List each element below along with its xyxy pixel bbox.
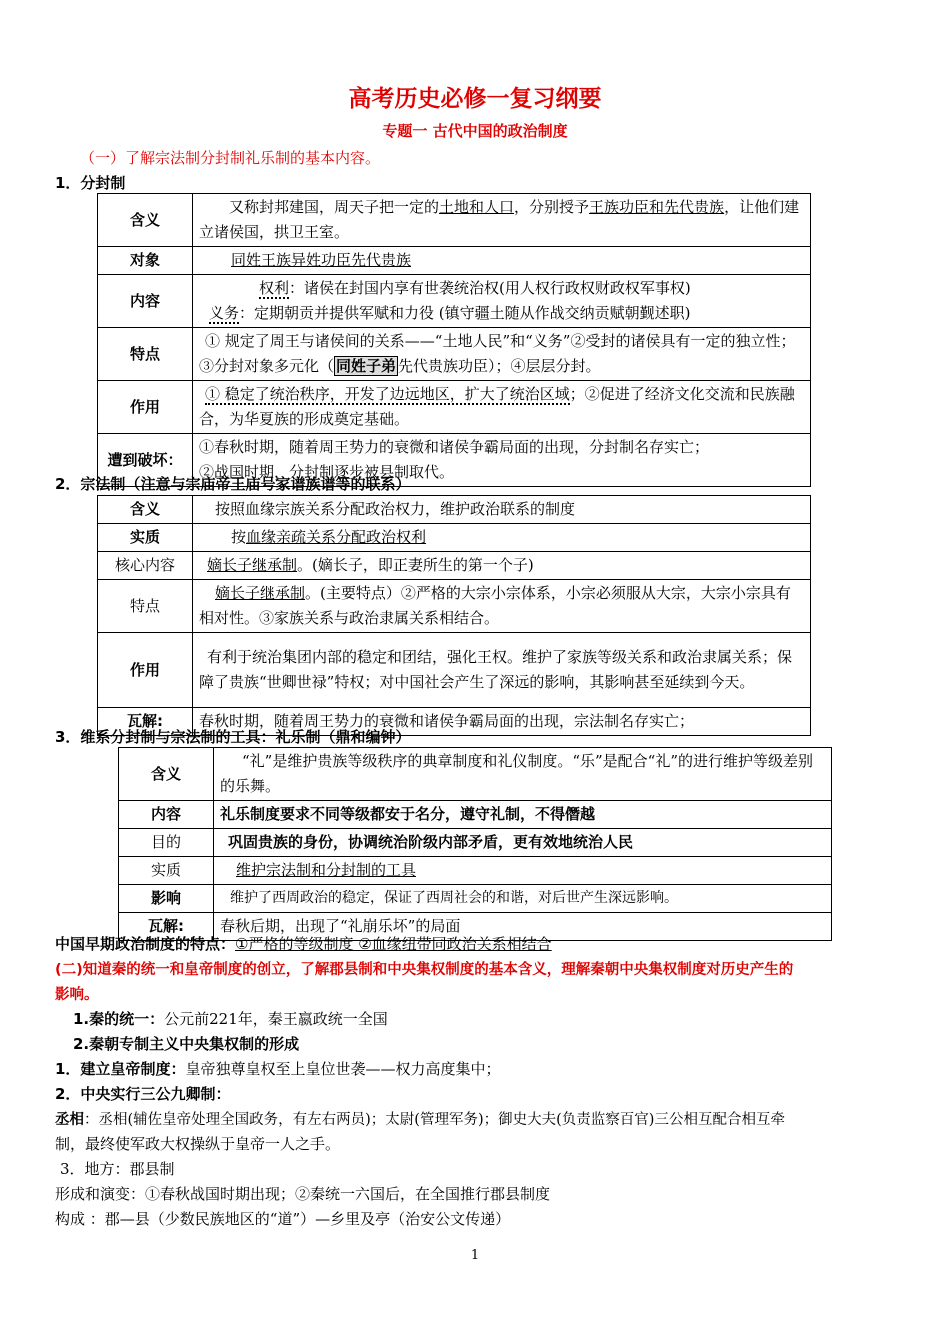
part2-heading-line1: (二)知道秦的统一和皇帝制度的创立，了解郡县制和中央集权制度的基本含义，理解秦朝中央集权制度对历史产生的 (55, 962, 794, 978)
text: ①春秋时期，随着周王势力的衰微和诸侯争霸局面的出现，分封制名存实亡； (199, 438, 710, 456)
text: 按 (231, 528, 247, 546)
text: 。(嫡长子，即正妻所生的第一个子) (297, 556, 534, 574)
row-label: 瓦解: (98, 708, 193, 736)
qin-central-heading: 2.秦朝专制主义中央集权制的形成 (73, 1035, 300, 1053)
row-label: 含义 (98, 496, 193, 524)
liyue-table (118, 747, 832, 941)
row-content: 按照血缘宗族关系分配政治权力，维护政治联系的制度 (193, 496, 811, 524)
row-content: 有利于统治集团内部的稳定和团结，强化王权。维护了家族等级关系和政治隶属关系；保障了贵族“世卿世禄”特权；对中国社会产生了深远的影响，其影响甚至延续到今天。 (193, 633, 811, 708)
row-content (214, 857, 832, 885)
underlined-text: 土地和人口 (439, 198, 515, 216)
row-label: 含义 (98, 194, 193, 247)
part1-heading: （一）了解宗法制分封制礼乐制的基本内容。 (80, 149, 381, 167)
three-ministers-heading: 2．中央实行三公九卿制： (55, 1085, 231, 1103)
row-label: 内容 (98, 275, 193, 328)
row-content (193, 381, 811, 434)
composition-line: 构成 ：郡—县（少数民族地区的“道”）—乡里及亭（治安公文传递） (55, 1210, 511, 1228)
dotted-text: ① 稳定了统治秩序，开发了边远地区，扩大了统治区域 (205, 385, 570, 403)
row-content (193, 247, 811, 275)
section2-heading: 2．宗法制（注意与宗庙帝王庙号家谱族谱等的联系） (55, 475, 411, 493)
row-label: 目的 (119, 829, 214, 857)
fengjian-table (97, 193, 811, 487)
underlined-text: 嫡长子继承制 (215, 584, 306, 602)
features-label: 中国早期政治制度的特点： (55, 935, 236, 953)
row-label: 对象 (98, 247, 193, 275)
rights-key: 权利 (259, 279, 290, 297)
row-content: “礼”是维护贵族等级秩序的典章制度和礼仪制度。“乐”是配合“礼”的进行维护等级差别的乐舞。 (214, 748, 832, 801)
row-content: 春秋后期，出现了“礼崩乐坏”的局面 (214, 913, 832, 941)
row-label: 遭到破坏： (98, 434, 193, 487)
row-content (193, 552, 811, 580)
chengxiang-line1 (55, 1108, 785, 1129)
row-label: 特点 (98, 580, 193, 633)
page-title: 高考历史必修一复习纲要 (348, 86, 602, 112)
chengxiang-text: ：丞相(辅佐皇帝处理全国政务，有左右两员)；太尉(管理军务)；御史大夫(负责监察百官)三公相互配合相互牵 (84, 1112, 785, 1128)
text: ，让他们建立诸侯国，拱卫王室。 (199, 198, 800, 241)
text: 先代贵族功臣）；④层层分封。 (398, 357, 601, 375)
underlined-text: 嫡长子继承制 (207, 556, 298, 574)
text: ：诸侯在封国内享有世袭统治权(用人权行政权财政权军事权) (289, 279, 691, 297)
chengxiang-label: 丞相 (55, 1112, 84, 1128)
qin-unify-line (73, 1008, 388, 1029)
text: 又称封邦建国，周天子把一定的 (229, 198, 440, 216)
row-label: 瓦解: (119, 913, 214, 941)
row-content (193, 524, 811, 552)
row-content (193, 580, 811, 633)
row-content (193, 275, 811, 328)
emperor-label: 1．建立皇帝制度： (55, 1060, 186, 1078)
row-content: 巩固贵族的身份，协调统治阶级内部矛盾，更有效地统治人民 (214, 829, 832, 857)
text: ① 规定了周王与诸侯间的关系——“土地人民”和“义务”②受封的诸侯具有一定的独立性；③分封对象多元化（ (199, 332, 796, 375)
qin-unify-text: 公元前221年，秦王嬴政统一全国 (164, 1010, 388, 1028)
underlined-text: 王族功臣和先代贵族 (589, 198, 725, 216)
emperor-text: 皇帝独尊皇权至上皇位世袭——权力高度集中； (185, 1060, 501, 1078)
row-label: 含义 (119, 748, 214, 801)
qin-unify-label: 1.秦的统一： (73, 1010, 165, 1028)
underlined-text: 维护宗法制和分封制的工具 (236, 861, 417, 879)
text: ；②促进了经济文化交流和民族融合，为华夏族的形成奠定基础。 (199, 385, 795, 428)
row-label: 内容 (119, 801, 214, 829)
row-content: 春秋时期，随着周王势力的衰微和诸侯争霸局面的出现，宗法制名存实亡； (193, 708, 811, 736)
part2-heading-line2: 影响。 (55, 987, 99, 1003)
text: 。(主要特点）②严格的大宗小宗体系，小宗必须服从大宗，大宗小宗具有相对性。③家族关系与政治隶属关系相结合。 (199, 584, 791, 627)
local-heading: 3．地方：郡县制 (60, 1160, 175, 1178)
row-label: 影响 (119, 885, 214, 913)
section1-heading: 1．分封制 (55, 174, 126, 192)
row-label: 作用 (98, 381, 193, 434)
row-label: 特点 (98, 328, 193, 381)
features-line (55, 933, 552, 954)
features-text: ①严格的等级制度 ②血缘纽带同政治关系相结合 (235, 935, 552, 953)
underlined-text: 同姓王族异姓功臣先代贵族 (231, 251, 412, 269)
text: ，分别授予 (514, 198, 590, 216)
row-label: 作用 (98, 633, 193, 708)
row-content (193, 194, 811, 247)
row-content: 维护了西周政治的稳定，保证了西周社会的和谐，对后世产生深远影响。 (214, 885, 832, 913)
text: ②战国时期，分封制逐步被县制取代。 (199, 463, 455, 481)
duties-key: 义务 (209, 304, 240, 322)
row-content (193, 328, 811, 381)
emperor-line (55, 1058, 500, 1079)
evolution-line: 形成和演变：①春秋战国时期出现；②秦统一六国后，在全国推行郡县制度 (55, 1185, 551, 1203)
highlighted-text: 同姓子弟 (336, 357, 397, 375)
text: ：定期朝贡并提供军赋和力役 (镇守疆土随从作战交纳贡赋朝觐述职) (239, 304, 691, 322)
chengxiang-line2: 制，最终使军政大权操纵于皇帝一人之手。 (55, 1135, 341, 1153)
zongfa-table (97, 495, 811, 736)
row-label: 核心内容 (98, 552, 193, 580)
row-label: 实质 (119, 857, 214, 885)
row-label: 实质 (98, 524, 193, 552)
underlined-text: 血缘亲疏关系分配政治权利 (246, 528, 427, 546)
section3-heading: 3．维系分封制与宗法制的工具：礼乐制（鼎和编钟） (55, 728, 411, 746)
page-number: 1 (470, 1248, 480, 1263)
row-content: 礼乐制度要求不同等级都安于名分，遵守礼制，不得僭越 (214, 801, 832, 829)
page-subtitle: 专题一 古代中国的政治制度 (382, 122, 568, 140)
